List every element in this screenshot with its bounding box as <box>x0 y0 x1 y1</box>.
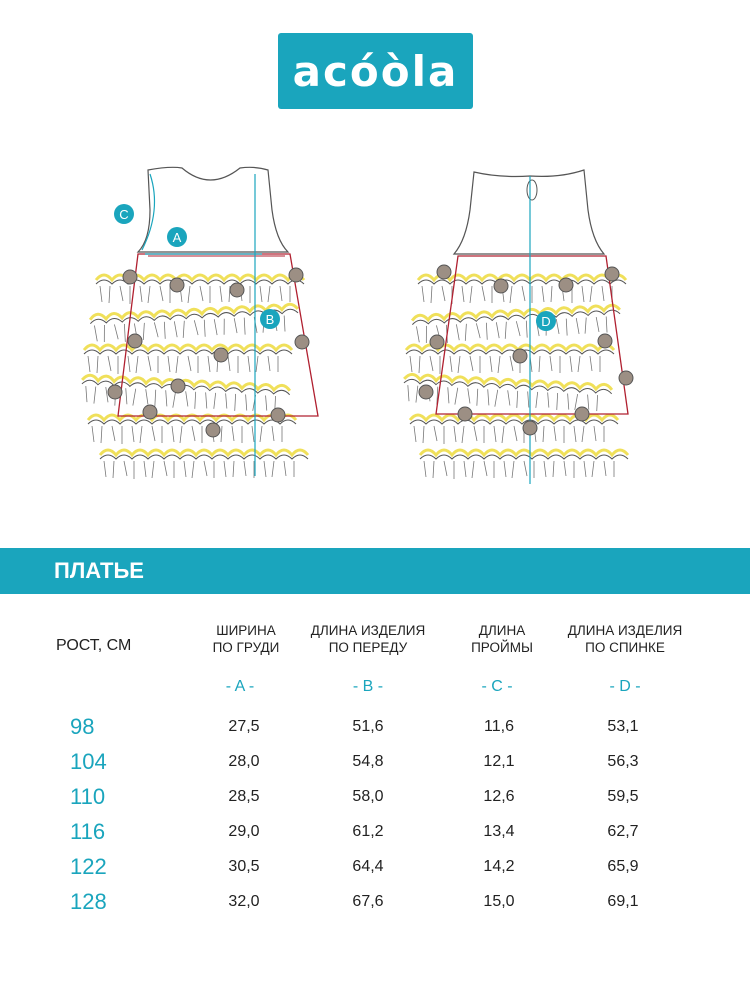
table-row <box>0 749 750 779</box>
cell-a: 30,5 <box>228 858 260 875</box>
column-header-b <box>303 622 433 656</box>
cell-a: 32,0 <box>228 893 260 910</box>
column-header-c-line2: ПРОЙМЫ <box>471 640 533 655</box>
brand-logo-text: acóòla <box>292 46 459 96</box>
cell-a: 27,5 <box>228 718 260 735</box>
marker-d <box>536 311 556 331</box>
title-banner <box>0 548 750 594</box>
marker-a-label: A <box>172 230 182 245</box>
column-letter-d: - D - <box>609 678 641 695</box>
cell-c: 11,6 <box>484 718 514 735</box>
cell-c: 15,0 <box>483 893 515 910</box>
table-row <box>0 714 750 744</box>
column-letter-b: - B - <box>352 678 384 695</box>
row-height: 122 <box>70 854 107 879</box>
cell-d: 56,3 <box>607 753 639 770</box>
column-header-d-line2: ПО СПИНКЕ <box>585 640 665 655</box>
column-header-c <box>442 622 562 656</box>
cell-c: 14,2 <box>483 858 515 875</box>
marker-a <box>167 227 187 247</box>
cell-d: 59,5 <box>607 788 639 805</box>
brand-logo <box>278 33 473 109</box>
marker-b-label: B <box>265 312 275 327</box>
dress-diagram <box>0 150 750 510</box>
marker-c <box>114 204 134 224</box>
cell-b: 58,0 <box>352 788 384 805</box>
marker-d-label: D <box>541 314 551 329</box>
cell-a: 28,0 <box>228 753 260 770</box>
cell-c: 12,1 <box>483 753 515 770</box>
column-header-b-line1: ДЛИНА ИЗДЕЛИЯ <box>310 623 426 638</box>
back-view <box>403 170 633 484</box>
cell-d: 69,1 <box>607 893 639 910</box>
cell-a: 28,5 <box>228 788 260 805</box>
table-row <box>0 889 750 919</box>
column-header-a-line1: ШИРИНА <box>216 623 276 638</box>
table-title: ПЛАТЬЕ <box>54 558 144 583</box>
cell-a: 29,0 <box>228 823 260 840</box>
cell-b: 51,6 <box>352 718 384 735</box>
cell-b: 67,6 <box>352 893 384 910</box>
column-letter-a: - A - <box>225 678 255 695</box>
cell-d: 65,9 <box>607 858 639 875</box>
row-height: 104 <box>70 749 107 774</box>
column-header-c-line1: ДЛИНА <box>478 623 526 638</box>
table-row <box>0 784 750 814</box>
column-header-a-line2: ПО ГРУДИ <box>212 640 280 655</box>
column-header-d <box>560 622 690 656</box>
cell-c: 13,4 <box>483 823 515 840</box>
row-height: 98 <box>70 714 95 739</box>
marker-c-label: C <box>119 207 129 222</box>
cell-d: 62,7 <box>607 823 639 840</box>
column-header-b-line2: ПО ПЕРЕДУ <box>328 640 408 655</box>
height-column-header: РОСТ, СМ <box>56 637 132 654</box>
row-height: 110 <box>70 784 106 809</box>
cell-c: 12,6 <box>483 788 515 805</box>
column-header-d-line1: ДЛИНА ИЗДЕЛИЯ <box>567 623 683 638</box>
marker-b <box>260 309 280 329</box>
front-view <box>81 167 318 479</box>
row-height: 116 <box>70 819 106 844</box>
row-height: 128 <box>70 889 107 914</box>
cell-b: 61,2 <box>352 823 384 840</box>
table-row <box>0 854 750 884</box>
cell-d: 53,1 <box>607 718 639 735</box>
cell-b: 64,4 <box>352 858 384 875</box>
table-row <box>0 819 750 849</box>
column-letter-c: - C - <box>481 678 513 695</box>
cell-b: 54,8 <box>352 753 384 770</box>
column-header-a <box>186 622 306 656</box>
